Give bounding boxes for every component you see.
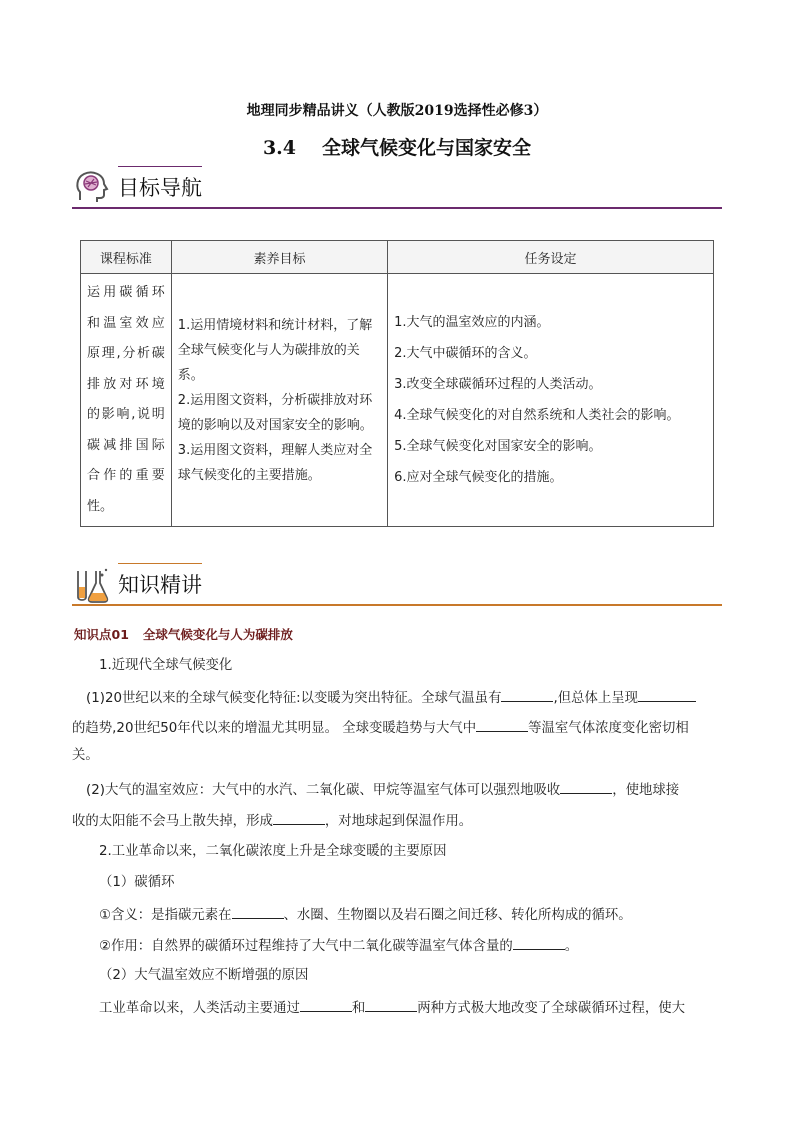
fill-blank [365,997,417,1012]
task-item: 6.应对全球气候变化的措施。 [394,470,563,485]
text-span: 两种方式极大地改变了全球碳循环过程，使大 [417,1001,686,1016]
section-header-goals [72,166,722,216]
text-span: 、水圈、生物圈以及岩石圈之间迁移、转化所构成的循环。 [283,908,632,923]
head-brain-icon [72,168,112,208]
knowledge-point-code: 知识点01 [74,627,129,642]
subheading-carbon-cycle: （1）碳循环 [99,875,175,890]
fill-blank [232,904,284,919]
text-span: 收的太阳能不会马上散失掉，形成 [72,814,273,829]
text-span: (2)大气的温室效应：大气中的水汽、二氧化碳、甲烷等温室气体可以强烈地吸收 [86,783,561,798]
paragraph-line [72,810,472,832]
literacy-item: 3.运用图文资料，理解人类应对全球气候变化的主要措施。 [177,442,373,483]
text-span: 工业革命以来，人类活动主要通过 [99,1001,300,1016]
table-header-cell: 素养目标 [171,241,387,274]
task-item: 5.全球气候变化对国家安全的影响。 [394,439,602,454]
fill-blank [273,810,325,825]
section-number: 3.4 [262,137,297,159]
text-span: 。 [564,939,579,954]
knowledge-point-title [74,625,293,643]
section-label: 目标导航 [118,176,202,200]
text-span: 等温室气体浓度变化密切相 [528,721,689,736]
paragraph-line [99,904,632,926]
fill-blank [638,687,696,702]
literacy-item: 2.运用图文资料，分析碳排放对环境的影响以及对国家安全的影响。 [177,392,373,433]
paragraph-line [99,997,685,1019]
fill-blank [476,717,528,732]
divider [72,604,722,606]
text-span: ，对地球起到保温作用。 [324,814,473,829]
paragraph-line: 关。 [72,748,99,763]
paragraph-line [72,717,689,739]
text-span: 和 [351,1001,366,1016]
text-span: ,但总体上呈现 [553,691,639,706]
heading-co2-cause: 2.工业革命以来，二氧化碳浓度上升是全球变暖的主要原因 [99,844,447,859]
course-standard-cell: 运用碳循环和温室效应原理,分析碳排放对环境的影响,说明碳减排国际合作的重要性。 [81,274,172,527]
fill-blank [501,687,553,702]
divider [72,207,722,209]
divider [118,166,202,167]
text-span: (1)20世纪以来的全球气候变化特征:以变暖为突出特征。全球气温虽有 [86,691,502,706]
literacy-goals-cell [171,274,387,527]
task-item: 3.改变全球碳循环过程的人类活动。 [394,377,602,392]
task-item: 1.大气的温室效应的内涵。 [394,315,550,330]
paragraph-line [99,935,578,957]
text-span: ，使地球接 [612,783,680,798]
task-item: 2.大气中碳循环的含义。 [394,346,537,361]
table-header-row [81,241,714,274]
tasks-cell [388,274,714,527]
section-header-knowledge [72,563,722,613]
table-row [81,274,714,527]
knowledge-point-name: 全球气候变化与人为碳排放 [142,627,293,642]
paragraph-line [86,779,679,801]
table-header-cell: 课程标准 [81,241,172,274]
fill-blank [300,997,352,1012]
fill-blank [513,935,565,950]
section-title-text: 全球气候变化与国家安全 [322,137,532,159]
literacy-item: 1.运用情境材料和统计材料，了解全球气候变化与人为碳排放的关系。 [177,317,373,383]
document-subtitle: 地理同步精品讲义（人教版2019选择性必修3） [246,103,548,119]
paragraph-line [86,687,696,709]
text-span: ②作用：自然界的碳循环过程维持了大气中二氧化碳等温室气体含量的 [99,939,513,954]
table-header-cell: 任务设定 [388,241,714,274]
fill-blank [560,779,612,794]
lab-flask-icon [72,565,112,605]
text-span: 的趋势,20世纪50年代以来的增温尤其明显。 全球变暖趋势与大气中 [72,721,477,736]
goals-table [80,240,714,527]
text-span: ①含义：是指碳元素在 [99,908,232,923]
heading-modern-climate-change: 1.近现代全球气候变化 [99,658,233,673]
task-item: 4.全球气候变化的对自然系统和人类社会的影响。 [394,408,680,423]
subheading-greenhouse-reasons: （2）大气温室效应不断增强的原因 [99,968,309,983]
section-title [0,133,794,160]
section-label: 知识精讲 [118,573,202,597]
divider [118,563,202,564]
